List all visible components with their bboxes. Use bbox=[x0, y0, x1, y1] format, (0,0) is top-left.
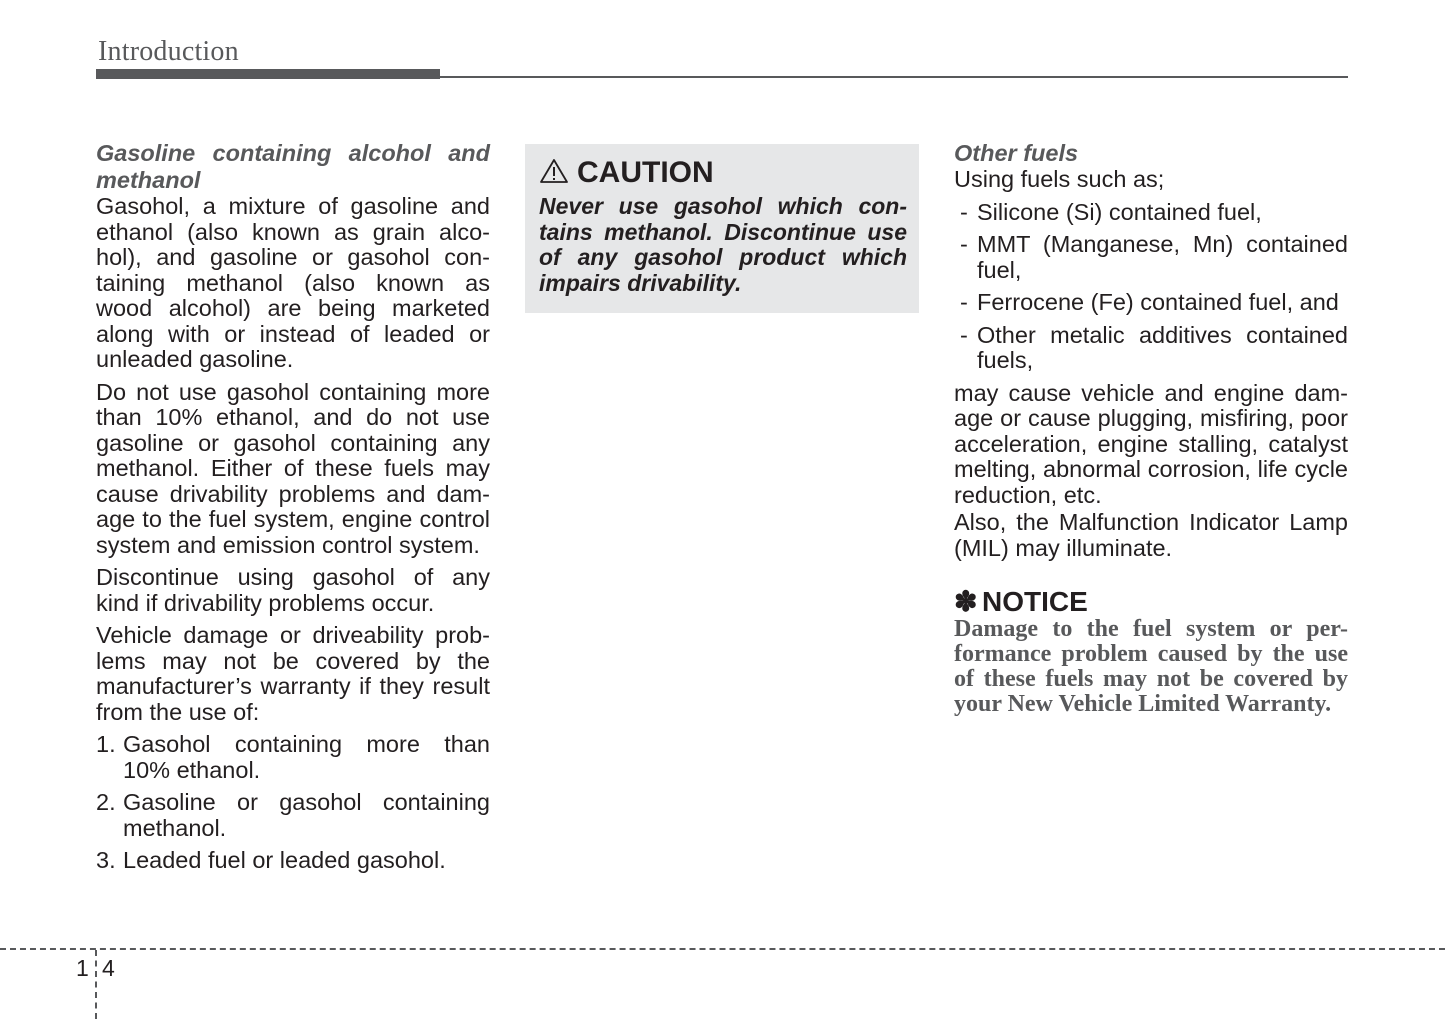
paragraph: may cause vehicle and engine dam-age or cause plugging, misfiring, poor acceleration, engine stalling, catalyst melting, abnormal corrosion, life cycle reduction, etc. bbox=[954, 379, 1348, 508]
list-item bbox=[954, 323, 1348, 374]
notice-header bbox=[954, 586, 1348, 617]
list-text: Ferrocene (Fe) contained fuel, and bbox=[977, 289, 1339, 315]
caution-text: Never use gasohol which con-tains methanol. Discontinue use of any gasohol product which impairs drivability. bbox=[539, 193, 907, 296]
subheading-other-fuels: Other fuels bbox=[954, 140, 1079, 166]
notice-star-icon: ✽ bbox=[954, 586, 978, 617]
caution-box bbox=[525, 144, 919, 313]
paragraph: Gasohol, a mixture of gasoline and ethanol (also known as grain alco-hol), and gasoline or gasohol con-taining methanol (also known as wood alcohol) are being marketed along with or instead of leaded or unleaded gasoline. bbox=[96, 193, 490, 372]
footer-page-divider bbox=[95, 950, 97, 1019]
paragraph: Do not use gasohol containing more than 10% ethanol, and do not use gasoline or gasohol containing any methanol. Either of these fuels may cause drivability problems and dam-age to the fuel system, engine control system and emission control system. bbox=[96, 378, 490, 558]
list-item bbox=[954, 200, 1348, 226]
notice-title: NOTICE bbox=[982, 586, 1088, 617]
list-text: Silicone (Si) contained fuel, bbox=[977, 198, 1262, 225]
list-text: Leaded fuel or leaded gasohol. bbox=[123, 847, 446, 873]
header-rule-thin bbox=[440, 76, 1348, 78]
right-column bbox=[954, 140, 1348, 717]
caution-title: CAUTION bbox=[577, 156, 714, 189]
list-item bbox=[954, 232, 1348, 283]
subheading-gasoline-alcohol: Gasoline containing alcohol and methanol bbox=[96, 140, 490, 193]
list-text: Other metalic additives contained fuels, bbox=[977, 321, 1348, 373]
section-title: Introduction bbox=[98, 36, 239, 67]
paragraph: Using fuels such as; bbox=[954, 166, 1165, 192]
list-text: Gasohol containing more than 10% ethanol. bbox=[123, 731, 490, 783]
header-rule-thick bbox=[96, 69, 440, 79]
paragraph: Vehicle damage or driveability prob-lems may not be covered by the manufacturer’s warranty if they result from the use of: bbox=[96, 622, 490, 725]
list-dash: - bbox=[960, 321, 968, 348]
paragraph: Discontinue using gasohol of any kind if drivability problems occur. bbox=[96, 564, 490, 616]
chapter-number: 1 bbox=[76, 955, 89, 981]
caution-header bbox=[539, 156, 714, 190]
notice-text: Damage to the fuel system or per-formance problem caused by the use of these fuels may not be covered by your New Vehicle Limited Warranty. bbox=[954, 615, 1348, 717]
list-number: 2. bbox=[96, 789, 116, 815]
paragraph: Also, the Malfunction Indicator Lamp (MIL) may illuminate. bbox=[954, 509, 1348, 561]
list-text: MMT (Manganese, Mn) contained fuel, bbox=[977, 231, 1348, 283]
list-item bbox=[96, 732, 490, 783]
list-item bbox=[954, 290, 1348, 316]
list-text: Gasoline or gasohol containing methanol. bbox=[123, 789, 490, 841]
list-number: 1. bbox=[96, 731, 116, 757]
warning-triangle-icon bbox=[539, 158, 569, 189]
list-dash: - bbox=[960, 231, 968, 257]
list-dash: - bbox=[960, 198, 968, 225]
page-number: 4 bbox=[102, 955, 115, 981]
footer-divider bbox=[0, 948, 1445, 950]
list-item bbox=[96, 848, 490, 874]
list-dash: - bbox=[960, 289, 968, 315]
left-column bbox=[96, 140, 490, 881]
list-number: 3. bbox=[96, 847, 116, 873]
list-item bbox=[96, 790, 490, 841]
